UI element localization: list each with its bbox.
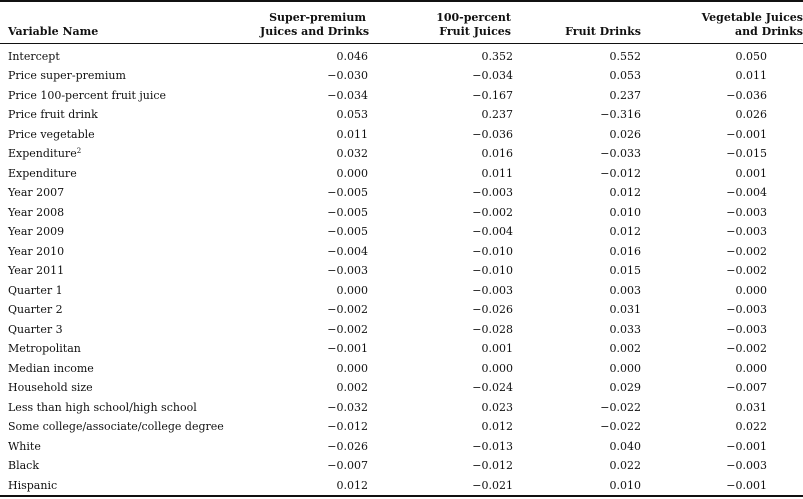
cell-vegetable: 0.026	[735, 108, 767, 121]
cell-super-premium: −0.034	[327, 88, 368, 102]
variable-name-text: Expenditure	[8, 147, 77, 160]
cell-super-premium: 0.000	[336, 361, 368, 375]
header-vegetable-line2: and Drinks	[735, 24, 803, 38]
table-row	[0, 359, 803, 379]
cell-variable-name	[0, 261, 260, 281]
variable-name-text: Year 2008	[8, 205, 65, 219]
variable-name-text: Expenditure	[8, 166, 77, 180]
table-row	[0, 222, 803, 242]
cell-100-percent: 0.237	[481, 108, 513, 121]
cell-variable-name	[0, 378, 260, 398]
cell-100-percent: −0.013	[472, 439, 513, 453]
cell-variable-name	[0, 242, 260, 262]
variable-name-text: Year 2010	[8, 244, 65, 258]
variable-name-text: Quarter 1	[8, 283, 63, 297]
cell-fruit-drinks: 0.237	[609, 88, 641, 102]
cell-variable-name	[0, 437, 260, 457]
cell-vegetable: −0.003	[726, 303, 767, 316]
cell-fruit-drinks: 0.010	[513, 476, 645, 497]
cell-100-percent: 0.016	[481, 147, 513, 160]
cell-fruit-drinks: 0.016	[609, 244, 641, 258]
cell-variable-name	[0, 476, 260, 497]
cell-vegetable: −0.002	[726, 264, 767, 277]
cell-vegetable: −0.003	[726, 459, 767, 472]
cell-vegetable: −0.001	[726, 439, 767, 453]
header-100-percent	[368, 1, 513, 43]
cell-super-premium: 0.000	[336, 283, 368, 297]
table-row	[0, 261, 803, 281]
cell-vegetable: −0.002	[726, 342, 767, 355]
cell-variable-name	[0, 339, 260, 359]
cell-100-percent: 0.012	[481, 420, 513, 433]
cell-fruit-drinks: 0.029	[609, 381, 641, 394]
cell-super-premium: −0.002	[327, 303, 368, 316]
table-row	[0, 417, 803, 437]
variable-name-text: Price super-premium	[8, 69, 126, 82]
cell-fruit-drinks: 0.012	[609, 225, 641, 238]
cell-super-premium: 0.046	[336, 49, 368, 63]
cell-100-percent: −0.021	[368, 476, 513, 497]
variable-name-text: Price 100-percent fruit juice	[8, 88, 167, 102]
cell-fruit-drinks: 0.040	[609, 439, 641, 453]
variable-name-text: Quarter 2	[8, 303, 63, 316]
cell-vegetable: −0.015	[726, 147, 767, 160]
cell-variable-name	[0, 417, 260, 437]
cell-variable-name	[0, 43, 260, 66]
cell-variable-name	[0, 203, 260, 223]
cell-vegetable: 0.031	[735, 400, 767, 414]
cell-vegetable: 0.000	[735, 283, 767, 297]
header-100-percent-line2: Fruit Juices	[439, 24, 511, 38]
cell-super-premium: 0.053	[336, 108, 368, 121]
variable-name-text: Some college/associate/college degree	[8, 420, 224, 433]
cell-vegetable: −0.003	[726, 322, 767, 336]
table-row	[0, 300, 803, 320]
cell-super-premium: −0.005	[327, 205, 368, 219]
cell-super-premium: −0.030	[327, 69, 368, 82]
cell-fruit-drinks: 0.003	[609, 283, 641, 297]
cell-100-percent: −0.004	[472, 225, 513, 238]
table-row	[0, 398, 803, 418]
cell-variable-name	[0, 86, 260, 106]
cell-super-premium: −0.005	[327, 186, 368, 199]
header-fruit-drinks-text: Fruit Drinks	[565, 24, 641, 38]
table-row	[0, 339, 803, 359]
cell-100-percent: −0.024	[472, 381, 513, 394]
cell-super-premium: 0.000	[336, 166, 368, 180]
cell-super-premium: −0.026	[327, 439, 368, 453]
cell-vegetable: 0.011	[735, 69, 767, 82]
cell-variable-name	[0, 164, 260, 184]
cell-fruit-drinks: 0.022	[609, 459, 641, 472]
cell-variable-name	[0, 359, 260, 379]
variable-name-text: Intercept	[8, 49, 60, 63]
cell-fruit-drinks: −0.316	[600, 108, 641, 121]
cell-vegetable: 0.000	[735, 361, 767, 375]
cell-super-premium: −0.002	[327, 322, 368, 336]
table-row	[0, 183, 803, 203]
cell-super-premium: 0.011	[336, 127, 368, 141]
cell-variable-name	[0, 144, 260, 164]
variable-name-text: Hispanic	[8, 478, 58, 492]
variable-name-text: Quarter 3	[8, 322, 63, 336]
table-row	[0, 105, 803, 125]
table-row	[0, 320, 803, 340]
variable-name-text: Year 2011	[8, 264, 65, 277]
header-super-premium	[260, 1, 368, 43]
cell-100-percent: −0.026	[472, 303, 513, 316]
variable-name-text: Year 2009	[8, 225, 65, 238]
variable-name-text: Black	[8, 459, 39, 472]
table-row	[0, 242, 803, 262]
table-row	[0, 43, 803, 66]
cell-vegetable: −0.003	[726, 205, 767, 219]
header-variable-name-text: Variable Name	[8, 24, 99, 38]
header-super-premium-line2: Juices and Drinks	[260, 24, 370, 38]
cell-100-percent: −0.012	[472, 459, 513, 472]
cell-fruit-drinks: −0.022	[600, 400, 641, 414]
variable-name-text: Price vegetable	[8, 127, 95, 141]
cell-vegetable: 0.050	[735, 49, 767, 63]
cell-fruit-drinks: 0.033	[609, 322, 641, 336]
cell-fruit-drinks: 0.031	[609, 303, 641, 316]
table-row	[0, 281, 803, 301]
cell-vegetable: −0.007	[726, 381, 767, 394]
cell-super-premium: 0.032	[336, 147, 368, 160]
table-body	[0, 43, 803, 496]
variable-name-text: Year 2007	[8, 186, 65, 199]
header-100-percent-line1: 100-percent	[436, 10, 511, 24]
cell-variable-name	[0, 456, 260, 476]
cell-fruit-drinks: −0.033	[600, 147, 641, 160]
cell-100-percent: 0.023	[481, 400, 513, 414]
cell-variable-name	[0, 105, 260, 125]
cell-fruit-drinks: 0.012	[609, 186, 641, 199]
variable-name-text: Less than high school/high school	[8, 400, 197, 414]
variable-name-text: Metropolitan	[8, 342, 81, 355]
cell-variable-name	[0, 398, 260, 418]
cell-super-premium: −0.032	[327, 400, 368, 414]
cell-100-percent: −0.010	[472, 244, 513, 258]
header-vegetable	[645, 1, 803, 43]
variable-name-text: White	[8, 439, 41, 453]
cell-100-percent: −0.010	[472, 264, 513, 277]
variable-name-superscript: 2	[76, 147, 82, 155]
cell-100-percent: −0.003	[472, 186, 513, 199]
cell-fruit-drinks: −0.012	[600, 166, 641, 180]
cell-super-premium: −0.007	[327, 459, 368, 472]
cell-fruit-drinks: −0.022	[600, 420, 641, 433]
cell-100-percent: −0.167	[472, 88, 513, 102]
table-row	[0, 86, 803, 106]
table-row	[0, 164, 803, 184]
cell-100-percent: −0.036	[472, 127, 513, 141]
cell-super-premium: −0.005	[327, 225, 368, 238]
cell-variable-name	[0, 66, 260, 86]
cell-vegetable: −0.001	[645, 476, 803, 497]
cell-super-premium: −0.001	[327, 342, 368, 355]
cell-100-percent: −0.034	[472, 69, 513, 82]
cell-super-premium: −0.004	[327, 244, 368, 258]
cell-variable-name	[0, 125, 260, 145]
cell-fruit-drinks: 0.000	[609, 361, 641, 375]
cell-super-premium: −0.003	[327, 264, 368, 277]
cell-variable-name	[0, 281, 260, 301]
table-header	[0, 1, 803, 43]
cell-vegetable: −0.003	[726, 225, 767, 238]
cell-vegetable: −0.036	[726, 88, 767, 102]
table-row	[0, 144, 803, 164]
variable-name-text: Price fruit drink	[8, 108, 98, 121]
cell-vegetable: 0.001	[735, 166, 767, 180]
cell-fruit-drinks: 0.026	[609, 127, 641, 141]
cell-vegetable: −0.001	[726, 127, 767, 141]
cell-super-premium: 0.002	[336, 381, 368, 394]
cell-variable-name	[0, 320, 260, 340]
header-super-premium-line1: Super-premium	[269, 10, 366, 24]
cell-fruit-drinks: 0.552	[609, 49, 641, 63]
table-row	[0, 203, 803, 223]
cell-variable-name	[0, 222, 260, 242]
cell-fruit-drinks: 0.053	[609, 69, 641, 82]
cell-super-premium: 0.012	[260, 476, 368, 497]
cell-100-percent: 0.352	[481, 49, 513, 63]
cell-variable-name	[0, 183, 260, 203]
cell-100-percent: 0.001	[481, 342, 513, 355]
cell-vegetable: 0.022	[735, 420, 767, 433]
table-row	[0, 125, 803, 145]
cell-fruit-drinks: 0.015	[609, 264, 641, 277]
header-fruit-drinks	[513, 1, 645, 43]
header-row	[0, 1, 803, 43]
cell-vegetable: −0.004	[726, 186, 767, 199]
table-row	[0, 437, 803, 457]
table-row	[0, 378, 803, 398]
variable-name-text: Median income	[8, 361, 94, 375]
cell-variable-name	[0, 300, 260, 320]
cell-100-percent: −0.002	[472, 205, 513, 219]
header-variable-name	[0, 1, 260, 43]
cell-super-premium: −0.012	[327, 420, 368, 433]
table-row	[0, 456, 803, 476]
header-vegetable-line1: Vegetable Juices	[701, 10, 803, 24]
table-row	[0, 66, 803, 86]
variable-name-text: Household size	[8, 381, 93, 394]
cell-vegetable: −0.002	[726, 244, 767, 258]
cell-fruit-drinks: 0.010	[609, 205, 641, 219]
table-row	[0, 476, 803, 497]
cell-100-percent: 0.000	[481, 361, 513, 375]
cell-100-percent: 0.011	[481, 166, 513, 180]
cell-100-percent: −0.028	[472, 322, 513, 336]
cell-fruit-drinks: 0.002	[609, 342, 641, 355]
cell-100-percent: −0.003	[472, 283, 513, 297]
